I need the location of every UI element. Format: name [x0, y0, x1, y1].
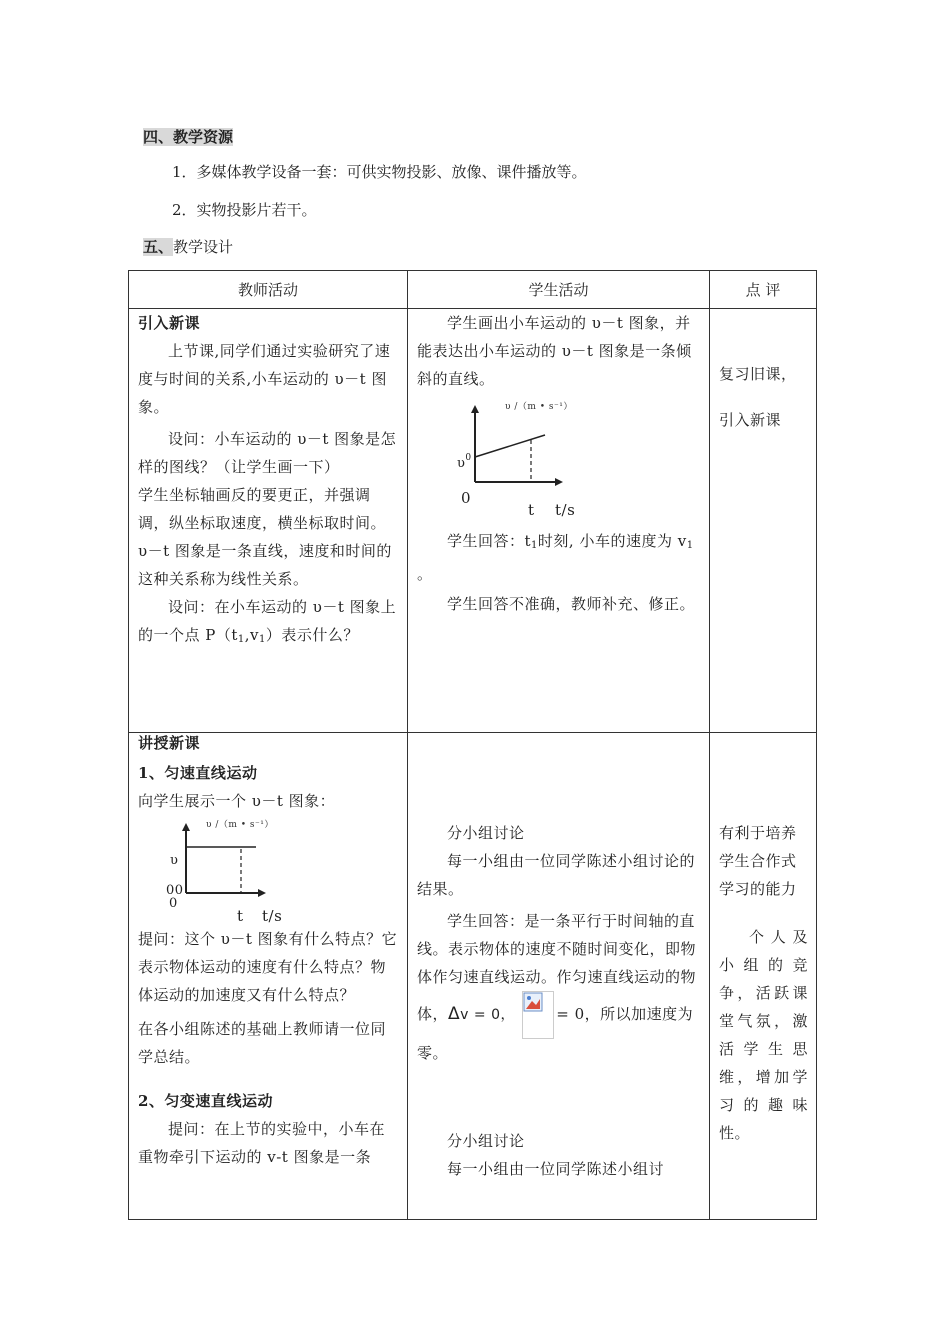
student-para: 学生回答不准确，教师补充、修正。: [447, 595, 696, 613]
student-para: 分小组讨论: [447, 824, 525, 842]
graph-ylabel: υ /（m • s⁻¹）: [206, 820, 274, 830]
row2-teacher-cell: [129, 733, 408, 1220]
student-para: 分小组讨论: [447, 1132, 525, 1150]
table-row: [129, 733, 817, 1220]
student-para: 每一小组由一位同学陈述小组讨: [447, 1160, 665, 1178]
t-label: t: [237, 907, 244, 925]
design-table: [128, 270, 817, 1220]
intro-heading: 引入新课: [138, 314, 201, 332]
row1-teacher-cell: [129, 309, 408, 733]
velocity-line: [475, 435, 545, 457]
formula-image: [522, 991, 554, 1039]
row1-student-cell: [408, 309, 710, 733]
x-label: t/s: [262, 907, 283, 925]
comment-para: 个人及小组的竞争，活跃课堂气氛，激活学生思维，增加学习的趣味性。: [719, 928, 808, 1142]
origin-label: 0: [461, 489, 472, 507]
table-row: [129, 309, 817, 733]
teacher-para: 提问：在上节的实验中，小车在重物牵引下运动的 v-t 图象是一条: [138, 1120, 386, 1166]
x-axis-arrow: [555, 478, 563, 486]
row2-comment-cell: [710, 733, 817, 1220]
teacher-para: 提问：这个 υ－t 图象有什么特点？它表示物体运动的速度有什么特点？物体运动的加速度又有什么特点？: [138, 930, 398, 1004]
lecture-heading: 讲授新课: [138, 734, 201, 752]
teacher-para: 向学生展示一个 υ－t 图象：: [138, 792, 336, 810]
teacher-para: 学生坐标轴画反的要更正，并强调调，纵坐标取速度，横坐标取时间。: [138, 486, 387, 532]
section5-title: 五、教学设计: [143, 238, 234, 256]
header-student: 学生活动: [408, 271, 710, 309]
t-label: t: [528, 501, 535, 517]
y-axis-arrow: [182, 823, 190, 831]
comment-line: 复习旧课，: [719, 365, 797, 383]
x-label: t/s: [555, 501, 576, 517]
teacher-para: υ－t 图象是一条直线，速度和时间的这种关系称为线性关系。: [138, 542, 392, 588]
table-header-row: [129, 271, 817, 309]
vt-graph-sloped: [455, 397, 635, 517]
origin-label-b: 0: [169, 896, 178, 911]
student-para: 学生回答：$t_1$时刻, 小车的速度为 $v_1$ 。: [417, 532, 694, 583]
subheading-uniform: 1、匀速直线运动: [138, 764, 258, 782]
student-para: 学生画出小车运动的 υ－t 图象，并能表达出小车运动的 υ－t 图象是一条倾斜的直线。: [417, 314, 692, 388]
v0-label: $\upsilon^0$: [457, 453, 472, 471]
origin-label-a: 00: [166, 883, 184, 898]
v-label: υ: [170, 853, 179, 868]
teacher-para: 在各小组陈述的基础上教师请一位同学总结。: [138, 1020, 387, 1066]
vt-graph-flat: [160, 815, 330, 925]
resource-item-1: 1．多媒体教学设备一套：可供实物投影、放像、课件播放等。: [172, 163, 587, 181]
comment-para: 有利于培养学生合作式学习的能力: [719, 824, 797, 898]
row1-comment-cell: [710, 309, 817, 733]
y-axis-arrow: [471, 405, 479, 413]
section4-title: 四、教学资源: [143, 128, 234, 146]
comment-line: 引入新课: [719, 411, 782, 429]
graph-ylabel: υ /（m • s⁻¹）: [505, 402, 573, 412]
header-comment: 点 评: [710, 271, 817, 309]
image-placeholder-icon: [523, 992, 543, 1012]
subheading-accelerated: 2、匀变速直线运动: [138, 1092, 273, 1110]
teacher-para: 上节课,同学们通过实验研究了速度与时间的关系,小车运动的 υ－t 图象。: [138, 342, 391, 416]
teacher-para: 设问：小车运动的 υ－t 图象是怎样的图线？（让学生画一下）: [138, 430, 397, 476]
teacher-para: 设问：在小车运动的 υ－t 图象上的一个点 $P(t_1,v_1)$表示什么？: [138, 598, 397, 645]
row2-student-cell: [408, 733, 710, 1220]
resource-item-2: 2．实物投影片若干。: [172, 201, 317, 219]
header-teacher: 教师活动: [129, 271, 408, 309]
x-axis-arrow: [258, 889, 266, 897]
student-para: 每一小组由一位同学陈述小组讨论的结果。: [417, 852, 696, 898]
student-para: 学生回答：是一条平行于时间轴的直线。表示物体的速度不随时间变化，即物体作匀速直线运动。作匀速直线运动的物体，Δv = 0， = 0，所以加速度为零。: [417, 912, 697, 1062]
